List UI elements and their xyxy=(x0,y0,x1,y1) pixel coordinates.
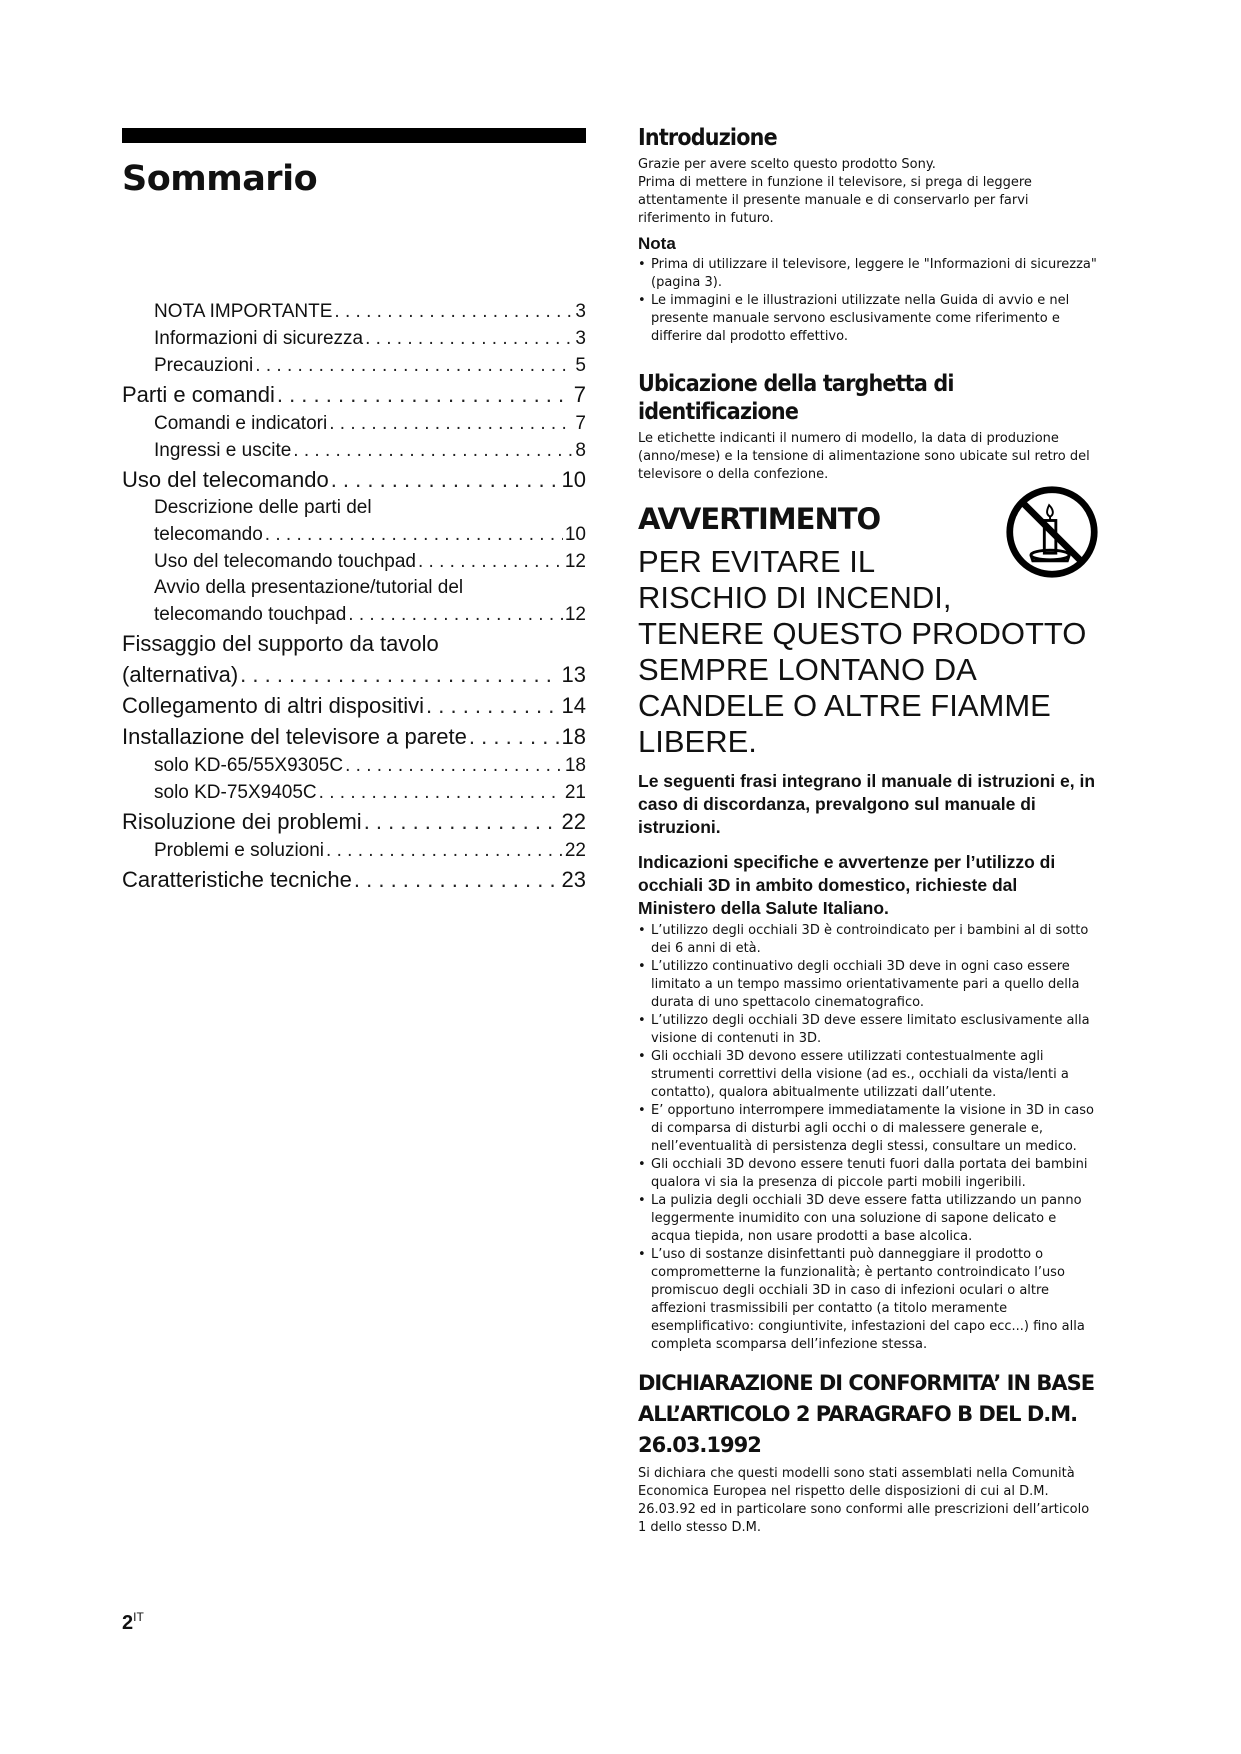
toc-page: 5 xyxy=(575,355,586,376)
toc-label: solo KD-65/55X9305C xyxy=(154,755,344,776)
toc-entry[interactable] xyxy=(122,690,586,721)
toc-label-line1: Fissaggio del supporto da tavolo xyxy=(122,631,439,656)
toc-entry[interactable] xyxy=(122,721,586,752)
toc-entry[interactable] xyxy=(122,752,586,779)
toc-page: 14 xyxy=(561,693,586,718)
toc-entry[interactable] xyxy=(122,495,586,548)
toc-entry[interactable] xyxy=(122,628,586,690)
list-item: • L’utilizzo degli occhiali 3D è controindicato per i bambini al di sotto dei 6 anni di età. xyxy=(638,922,1098,958)
no-candle-icon xyxy=(1004,484,1100,580)
toc-entry[interactable] xyxy=(122,779,586,806)
list-item: • L’utilizzo degli occhiali 3D deve essere limitato esclusivamente alla visione di contenuti in 3D. xyxy=(638,1012,1098,1048)
toc-label: Parti e comandi xyxy=(122,382,275,407)
toc-entry[interactable] xyxy=(122,352,586,379)
toc-label: telecomando touchpad xyxy=(154,604,347,625)
warning-line: LIBERE. xyxy=(638,724,757,759)
ubicazione-text: Le etichette indicanti il numero di modello, la data di produzione (anno/mese) e la tensione di alimentazione sono ubicate sul retro del televisore o della confezione. xyxy=(638,431,1090,482)
toc-label-line1: Descrizione delle parti del xyxy=(154,497,372,518)
list-item: • Prima di utilizzare il televisore, leggere le "Informazioni di sicurezza" (pagina 3). xyxy=(638,256,1098,292)
dichiarazione-heading-line: ALL’ARTICOLO 2 PARAGRAFO B DEL D.M. xyxy=(638,1402,1078,1426)
toc-entry[interactable] xyxy=(122,379,586,410)
toc-label: solo KD-75X9405C xyxy=(154,782,317,803)
toc-entry[interactable] xyxy=(122,548,586,575)
intro-text-1: Grazie per avere scelto questo prodotto Sony. xyxy=(638,157,936,172)
toc-entry[interactable] xyxy=(122,437,586,464)
toc-page: 10 xyxy=(564,524,586,545)
toc-page: 8 xyxy=(575,440,586,461)
toc-entry[interactable] xyxy=(122,575,586,628)
sommario-header xyxy=(122,128,586,199)
toc-label: (alternativa) xyxy=(122,662,239,687)
toc-label: Comandi e indicatori xyxy=(154,413,328,434)
toc-page: 22 xyxy=(564,840,586,861)
toc-label: Installazione del televisore a parete xyxy=(122,724,467,749)
toc-page: 3 xyxy=(575,328,586,349)
toc-entry[interactable] xyxy=(122,410,586,437)
toc-label: Ingressi e uscite xyxy=(154,440,292,461)
toc-page: 3 xyxy=(575,301,586,322)
dichiarazione-heading xyxy=(638,1368,1098,1461)
table-of-contents xyxy=(122,298,586,895)
title-bar xyxy=(122,128,586,143)
indicazioni-text: Indicazioni specifiche e avvertenze per l’utilizzo di occhiali 3D in ambito domestico, richieste dal Ministero della Salute Italiano. xyxy=(638,852,1056,918)
warning-line: CANDELE O ALTRE FIAMME xyxy=(638,688,1051,723)
toc-label: telecomando xyxy=(154,524,263,545)
list-item: • La pulizia degli occhiali 3D deve essere fatta utilizzando un panno leggermente inumidito con una soluzione di sapone delicato e acqua tiepida, non usare prodotti a base alcolica. xyxy=(638,1192,1098,1246)
toc-page: 12 xyxy=(564,604,586,625)
toc-label: Problemi e soluzioni xyxy=(154,840,325,861)
ubicazione-heading: Ubicazione della targhetta di identificazione xyxy=(638,371,954,425)
dichiarazione-text: Si dichiara che questi modelli sono stati assemblati nella Comunità Economica Europea nel rispetto delle disposizioni di cui al D.M. 26.03.92 ed in particolare sono conformi alle prescrizioni dell’articolo 1 dello stesso D.M. xyxy=(638,1466,1090,1535)
list-item: • L’uso di sostanze disinfettanti può danneggiare il prodotto o comprometterne la funzionalità; è pertanto controindicato l’uso promiscuo degli occhiali 3D in caso di infezioni oculari o altre affezioni trasmissibili per contatto (a titolo meramente esemplificativo: congiuntivite, infestazioni del capo ecc...) fino alla completa scomparsa dell’infezione stessa. xyxy=(638,1246,1098,1354)
dichiarazione-heading-line: DICHIARAZIONE DI CONFORMITA’ IN BASE xyxy=(638,1371,1095,1395)
list-item: • Gli occhiali 3D devono essere utilizzati contestualmente agli strumenti correttivi della visione (ad es., occhiali da vista/lenti a contatto), qualora abitualmente utilizzati dall’utente. xyxy=(638,1048,1098,1102)
toc-page: 18 xyxy=(561,724,586,749)
toc-entry[interactable] xyxy=(122,864,586,895)
occhiali-3d-list xyxy=(638,922,1098,1354)
toc-page: 7 xyxy=(575,413,586,434)
toc-entry[interactable] xyxy=(122,325,586,352)
dichiarazione-heading-line: 26.03.1992 xyxy=(638,1433,761,1457)
introduzione-heading: Introduzione xyxy=(638,125,777,151)
toc-page: 12 xyxy=(564,551,586,572)
toc-page: 7 xyxy=(573,382,586,407)
toc-label: Risoluzione dei problemi xyxy=(122,809,362,834)
toc-page: 18 xyxy=(564,755,586,776)
nota-list xyxy=(638,256,1098,346)
frasi-text: Le seguenti frasi integrano il manuale di istruzioni e, in caso di discordanza, prevalgono sul manuale di istruzioni. xyxy=(638,771,1096,837)
toc-label: Caratteristiche tecniche xyxy=(122,867,352,892)
toc-label-line1: Avvio della presentazione/tutorial del xyxy=(154,577,464,598)
toc-page: 22 xyxy=(561,809,586,834)
warning-line: TENERE QUESTO PRODOTTO xyxy=(638,616,1087,651)
toc-page: 13 xyxy=(561,662,586,687)
list-item: • L’utilizzo continuativo degli occhiali 3D deve in ogni caso essere limitato a un tempo massimo orientativamente pari a quello della durata di uno spettacolo cinematografico. xyxy=(638,958,1098,1012)
toc-entry[interactable] xyxy=(122,837,586,864)
toc-page: 21 xyxy=(564,782,586,803)
toc-page: 10 xyxy=(561,467,586,492)
page-number: $2^{IT}$ xyxy=(122,1610,144,1634)
toc-label: Collegamento di altri dispositivi xyxy=(122,693,425,718)
toc-label: NOTA IMPORTANTE xyxy=(154,301,333,322)
intro-text-2: Prima di mettere in funzione il televisore, si prega di leggere attentamente il presente manuale e di conservarlo per farvi riferimento in futuro. xyxy=(638,175,1032,226)
warning-line: SEMPRE LONTANO DA xyxy=(638,652,977,687)
toc-entry[interactable] xyxy=(122,298,586,325)
list-item: • E’ opportuno interrompere immediatamente la visione in 3D in caso di comparsa di disturbi agli occhi o di malessere generale e, nell’eventualità di persistenza degli stessi, consultare un medico. xyxy=(638,1102,1098,1156)
list-item: • Gli occhiali 3D devono essere tenuti fuori dalla portata dei bambini qualora vi sia la presenza di piccole parti mobili ingeribili. xyxy=(638,1156,1098,1192)
warning-line: PER EVITARE IL xyxy=(638,544,876,579)
toc-label: Uso del telecomando xyxy=(122,467,329,492)
toc-label: Uso del telecomando touchpad xyxy=(154,551,416,572)
toc-entry[interactable] xyxy=(122,464,586,495)
language-code: IT xyxy=(133,1610,144,1624)
right-column xyxy=(638,124,1098,1537)
page-title: Sommario xyxy=(122,159,318,199)
toc-page: 23 xyxy=(561,867,586,892)
warning-line: RISCHIO DI INCENDI, xyxy=(638,580,952,615)
list-item: • Le immagini e le illustrazioni utilizzate nella Guida di avvio e nel presente manuale servono esclusivamente come riferimento e differire dal prodotto effettivo. xyxy=(638,292,1098,346)
toc-label: Precauzioni xyxy=(154,355,254,376)
toc-entry[interactable] xyxy=(122,806,586,837)
nota-heading: Nota xyxy=(638,234,676,253)
toc-label: Informazioni di sicurezza xyxy=(154,328,364,349)
avvertimento-heading: AVVERTIMENTO xyxy=(638,502,881,536)
